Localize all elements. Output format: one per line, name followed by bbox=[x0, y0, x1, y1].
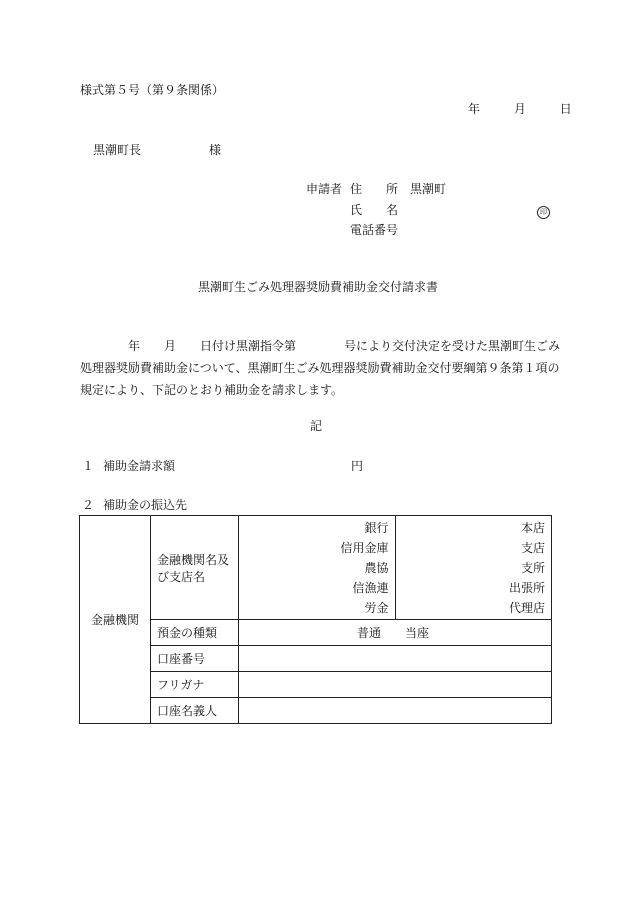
institution-type: 信用金庫 bbox=[340, 540, 389, 555]
account-holder-label: 口座名義人 bbox=[151, 698, 239, 724]
applicant-address-label: 住 所 bbox=[350, 182, 399, 196]
date-month: 月 bbox=[513, 102, 526, 116]
institution-type: 信漁連 bbox=[352, 580, 389, 595]
applicant-address-value: 黒潮町 bbox=[410, 182, 447, 196]
account-number-field[interactable] bbox=[239, 646, 552, 672]
seal-mark: 印 bbox=[537, 202, 550, 219]
item2-number: ２ bbox=[82, 498, 95, 512]
bank-transfer-table bbox=[79, 515, 552, 724]
furigana-label: フリガナ bbox=[151, 672, 239, 698]
item1-label: 補助金請求額 bbox=[103, 459, 176, 473]
branch-type: 代理店 bbox=[508, 600, 545, 615]
institution-type: 労金 bbox=[364, 600, 389, 615]
date-day: 日 bbox=[559, 102, 572, 116]
applicant-label: 申請者 bbox=[306, 182, 343, 196]
applicant-phone-label: 電話番号 bbox=[350, 223, 399, 237]
body-line-3: 規定により、下記のとおり補助金を請求します。 bbox=[80, 383, 344, 397]
date-line bbox=[468, 101, 572, 117]
branch-type: 本店 bbox=[520, 520, 545, 535]
body-paragraph bbox=[80, 335, 561, 401]
addressee-suffix: 様 bbox=[209, 143, 222, 157]
branch-type: 支店 bbox=[520, 540, 545, 555]
account-holder-field[interactable] bbox=[239, 698, 552, 724]
ki-heading: 記 bbox=[310, 419, 323, 433]
deposit-type-label: 預金の種類 bbox=[151, 620, 239, 646]
item1-number: １ bbox=[82, 459, 95, 473]
date-year: 年 bbox=[468, 102, 481, 116]
form-number: 様式第５号（第９条関係） bbox=[80, 83, 225, 97]
institution-label: 金融機関名及 び支店名 bbox=[151, 516, 239, 620]
applicant-name-label: 氏 名 bbox=[350, 203, 399, 217]
institution-type: 農協 bbox=[364, 560, 389, 575]
account-number-label: 口座番号 bbox=[151, 646, 239, 672]
institution-name-cell[interactable] bbox=[239, 516, 396, 620]
item2-label: 補助金の振込先 bbox=[103, 498, 188, 512]
body-line-2: 処理器奨励費補助金について、黒潮町生ごみ処理器奨励費補助金交付要綱第９条第１項の bbox=[80, 361, 560, 375]
addressee-title: 黒潮町長 bbox=[93, 143, 142, 157]
document-title: 黒潮町生ごみ処理器奨励費補助金交付請求書 bbox=[198, 280, 439, 294]
financial-institution-group-label: 金融機関 bbox=[80, 516, 151, 724]
branch-type: 出張所 bbox=[508, 580, 545, 595]
branch-type: 支所 bbox=[520, 560, 545, 575]
branch-name-cell[interactable] bbox=[395, 516, 552, 620]
deposit-type-options[interactable]: 普通 当座 bbox=[239, 620, 552, 646]
institution-type: 銀行 bbox=[364, 520, 389, 535]
item1-unit: 円 bbox=[351, 459, 364, 473]
body-line-1: 年 月 日付け黒潮指令第 号により交付決定を受けた黒潮町生ごみ bbox=[80, 339, 561, 353]
furigana-field[interactable] bbox=[239, 672, 552, 698]
